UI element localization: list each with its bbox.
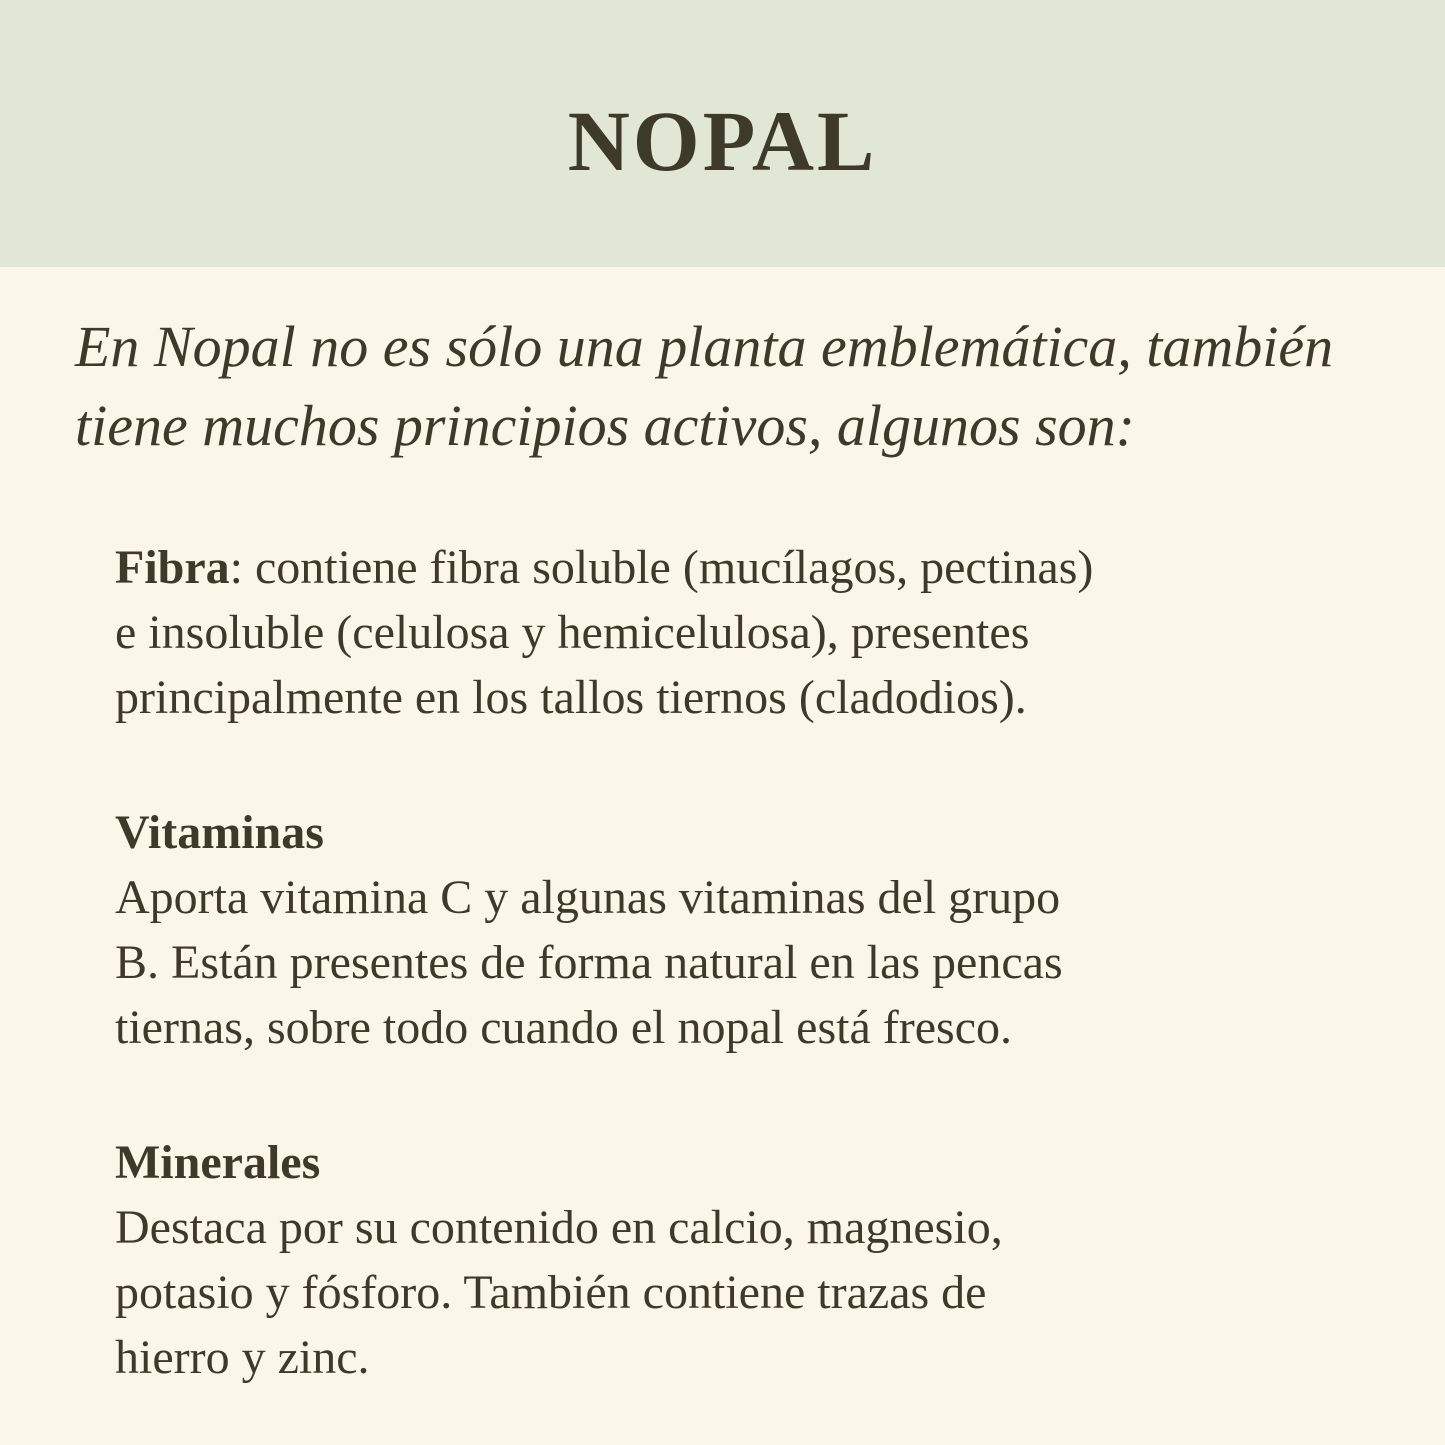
section-line: Aporta vitamina C y algunas vitaminas del grupo [115, 871, 1061, 924]
page-title: NOPAL [567, 92, 878, 189]
section-heading-vitaminas: Vitaminas [115, 806, 324, 859]
section-minerales [115, 1130, 1405, 1390]
section-vitaminas [115, 800, 1405, 1060]
section-line: B. Están presentes de forma natural en las pencas [115, 936, 1063, 989]
intro-paragraph [75, 307, 1405, 465]
section-line: principalmente en los tallos tiernos (cladodios). [115, 671, 1027, 724]
section-line: hierro y zinc. [115, 1331, 370, 1384]
intro-line: En Nopal no es sólo una planta emblemática, también [75, 314, 1334, 379]
section-heading-minerales: Minerales [115, 1136, 321, 1189]
section-line: e insoluble (celulosa y hemicelulosa), presentes [115, 606, 1030, 659]
sections-list [75, 535, 1405, 1390]
section-heading-fibra: Fibra [115, 541, 230, 594]
section-heading-rest: : contiene fibra soluble (mucílagos, pectinas) [229, 541, 1094, 594]
header-band [0, 0, 1445, 267]
section-fibra [115, 535, 1405, 730]
section-line: Destaca por su contenido en calcio, magnesio, [115, 1201, 1003, 1254]
section-line: tiernas, sobre todo cuando el nopal está fresco. [115, 1001, 1013, 1054]
section-line: potasio y fósforo. También contiene trazas de [115, 1266, 987, 1319]
content-area [0, 267, 1445, 1390]
section-first-line [115, 535, 1405, 600]
intro-line: tiene muchos principios activos, algunos son: [75, 393, 1136, 458]
